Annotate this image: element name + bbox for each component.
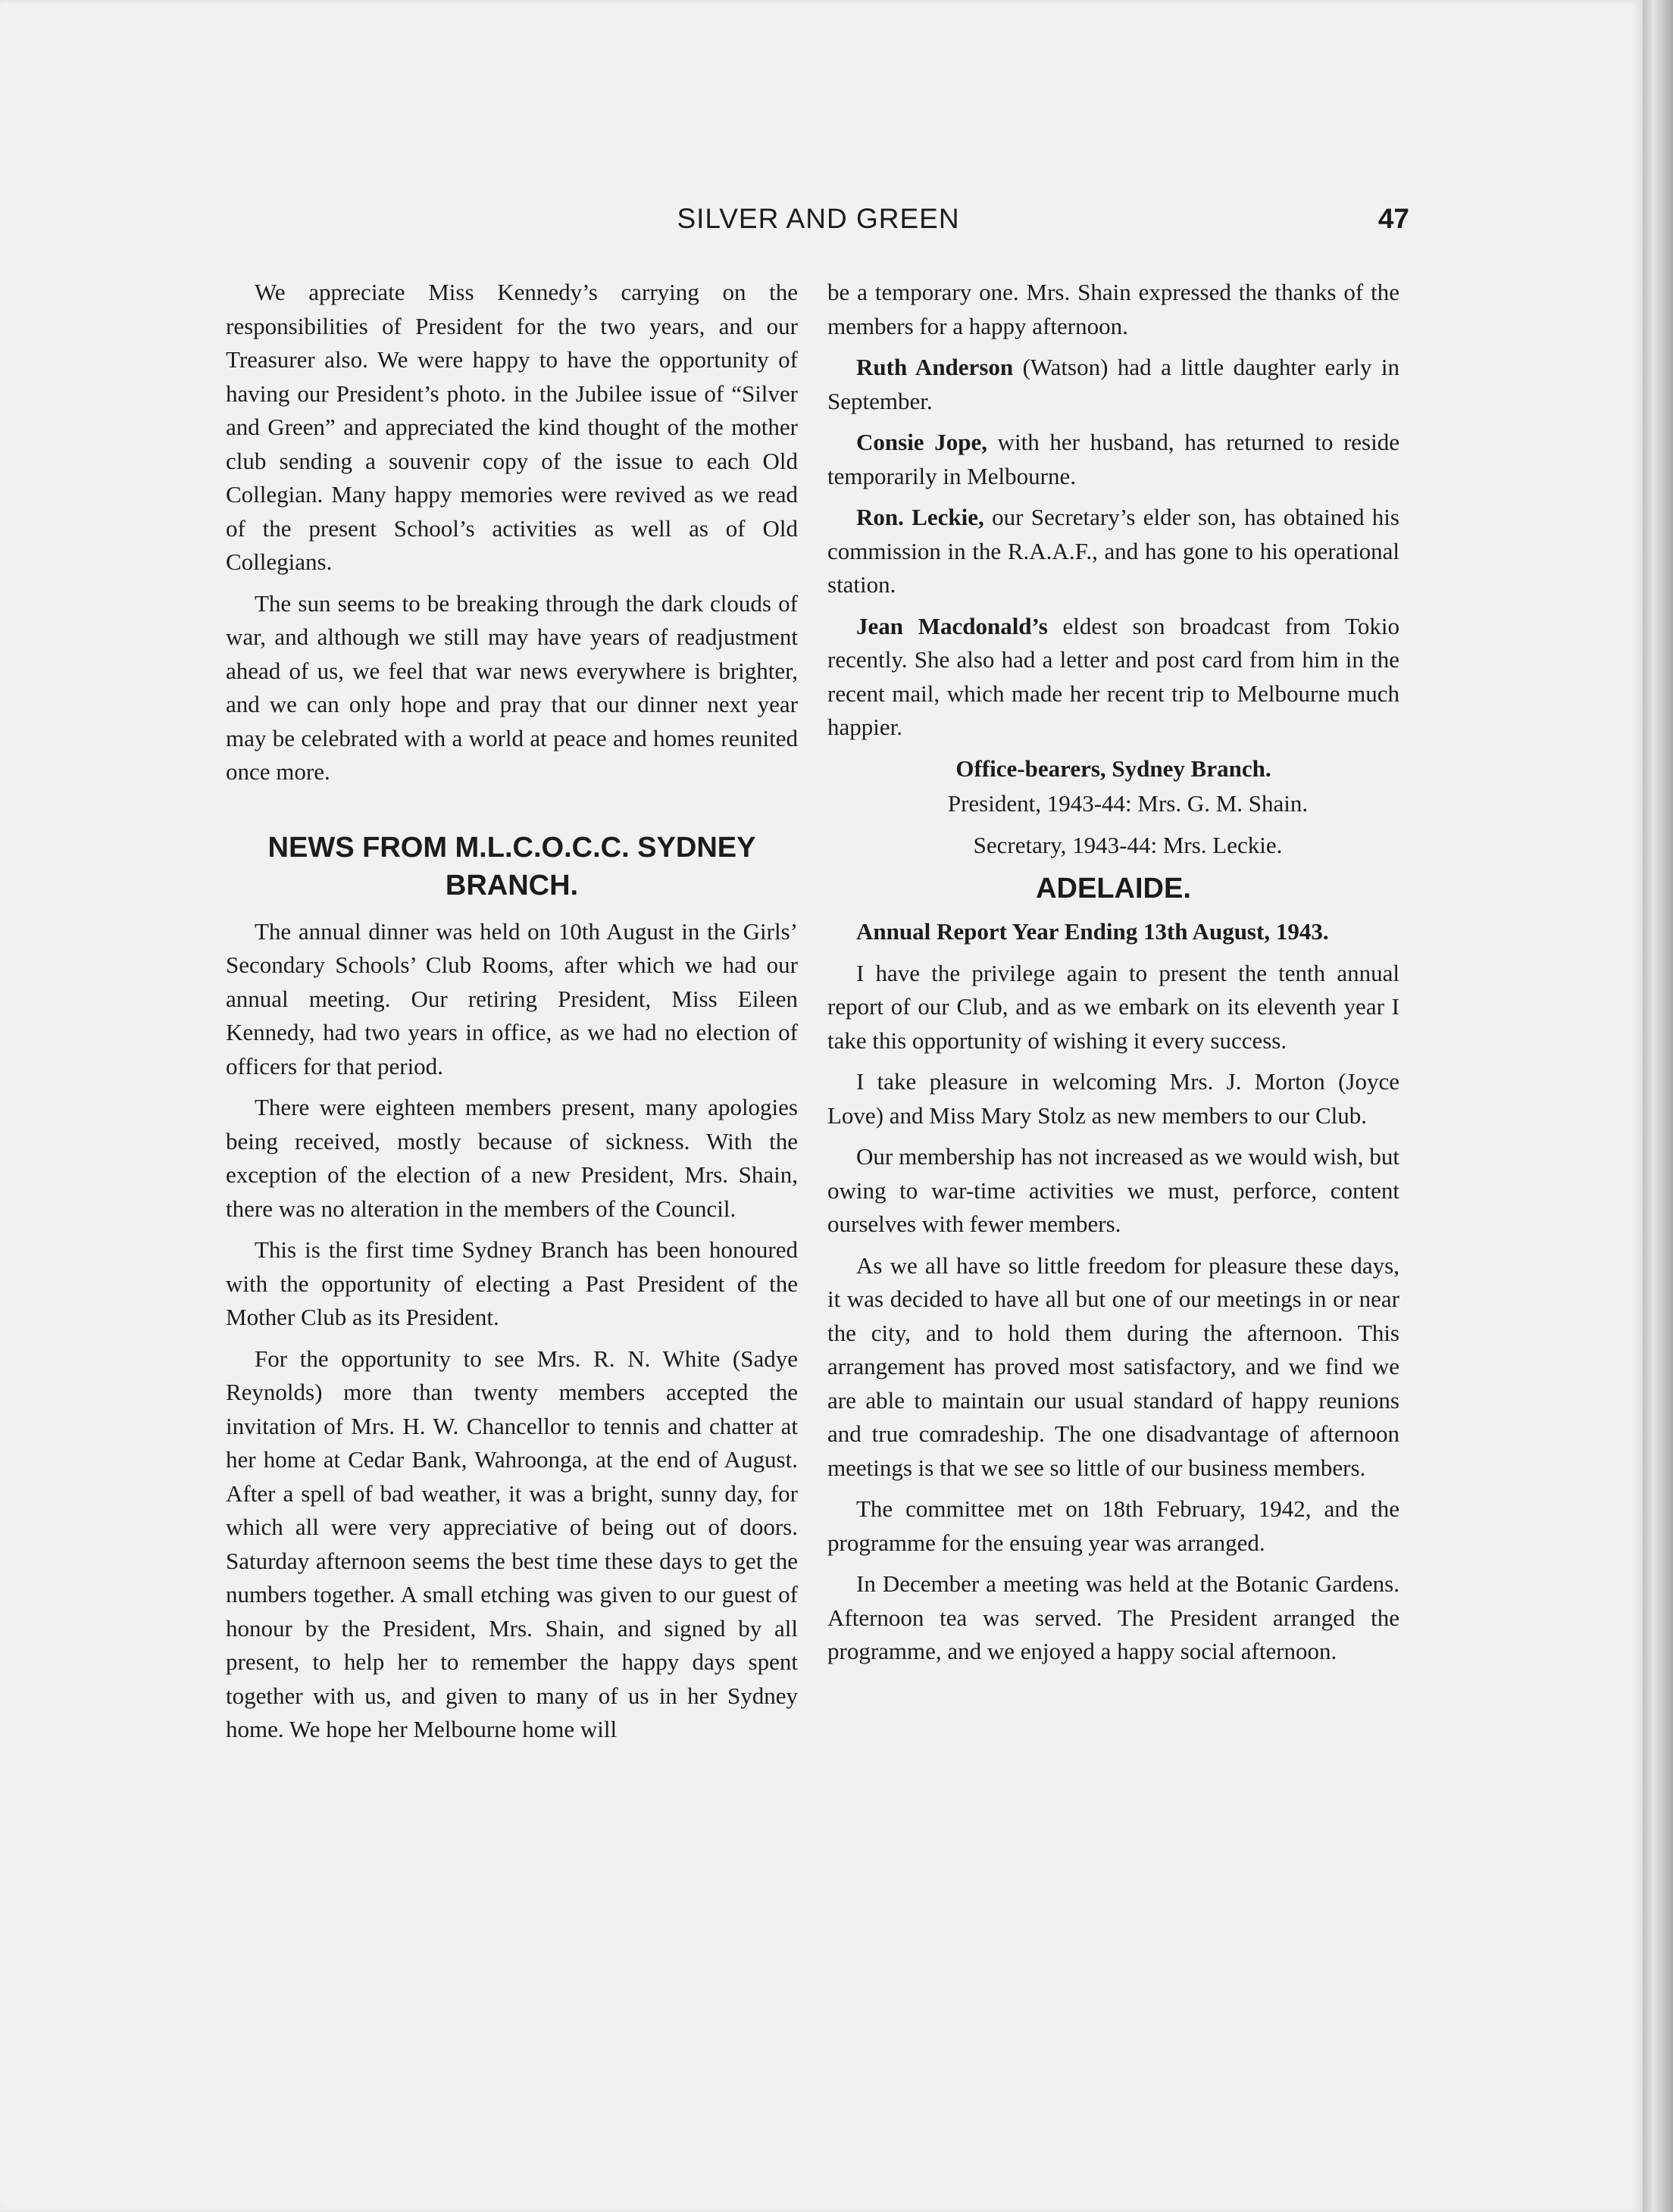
news-item-name: Consie Jope, xyxy=(856,429,987,455)
office-bearers-heading: Office-bearers, Sydney Branch. xyxy=(955,755,1271,782)
president-line: President, 1943-44: Mrs. G. M. Shain. xyxy=(947,790,1309,817)
section-heading-sydney xyxy=(226,829,798,904)
paragraph: We appreciate Miss Kennedy’s carrying on the responsibilities of President for the two years, and our Treasurer also. We were happy to have the opportunity of having our President’s photo. in the Jubilee issue of “Silver and Green” and appreciated the kind thought of the mother club sending a souvenir copy of the issue to each Old Collegian. Many happy memories were revived as we read of the present School’s activities as well as of Old Collegians. xyxy=(226,279,798,575)
news-item-name: Ruth Anderson xyxy=(856,354,1014,380)
paragraph: The committee met on 18th February, 1942, and the programme for the ensuing year was arranged. xyxy=(827,1495,1399,1556)
paragraph: For the opportunity to see Mrs. R. N. White (Sadye Reynolds) more than twenty members accepted the invitation of Mrs. H. W. Chancellor to tennis and chatter at her home at Cedar Bank, Wahroonga, at the end of August. After a spell of bad weather, it was a bright, sunny day, for which all were very appreciative of being out of doors. Saturday afternoon seems the best time these days to get the numbers together. A small etching was given to our guest of honour by the President, Mrs. Shain, and signed by all present, to help her to remember the happy days spent together with us, and given to many of us in her Sydney home. We hope her Melbourne home will xyxy=(226,1345,798,1742)
paragraph: The annual dinner was held on 10th August in the Girls’ Secondary Schools’ Club Rooms, after which we had our annual meeting. Our retiring President, Miss Eileen Kennedy, had two years in office, as we had no election of officers for that period. xyxy=(226,917,798,1079)
page-edge xyxy=(1643,0,1673,2212)
news-item-text: eldest son broadcast from Tokio recently. She also had a letter and post card from him in the recent mail, which made her recent trip to Melbourne much happier. xyxy=(827,612,1400,740)
section-heading-adelaide: ADELAIDE. xyxy=(1036,873,1191,904)
news-item-text: our Secretary’s elder son, has obtained his commission in the R.A.A.F., and has gone to his operational station. xyxy=(827,504,1399,598)
paragraph: As we all have so little freedom for pleasure these days, it was decided to have all but one of our meetings in or near the city, and to hold them during the afternoon. This arrangement has proved most satisfactory, and we find we are able to maintain our usual standard of happy reunions and true comradeship. The one disadvantage of afternoon meetings is that we see so little of our business members. xyxy=(827,1251,1399,1481)
secretary-line: Secretary, 1943-44: Mrs. Leckie. xyxy=(973,831,1283,858)
news-item xyxy=(827,501,1399,602)
heading-line: BRANCH. xyxy=(445,869,579,901)
paragraph: I have the privilege again to present the tenth annual report of our Club, and as we embark on its eleventh year I take this opportunity of wishing it every success. xyxy=(827,959,1399,1054)
news-item xyxy=(827,426,1399,493)
left-column xyxy=(226,276,798,1754)
paragraph: There were eighteen members present, many apologies being received, mostly because of sickness. With the exception of the election of a new President, Mrs. Shain, there was no alteration in the members of the Council. xyxy=(226,1094,798,1222)
news-item-text: with her husband, has returned to reside temporarily in Melbourne. xyxy=(827,429,1399,489)
page-header xyxy=(227,203,1409,245)
heading-line: NEWS FROM M.L.C.O.C.C. SYDNEY xyxy=(267,831,756,864)
paragraph: This is the first time Sydney Branch has been honoured with the opportunity of electing a Past President of the Mother Club as its President. xyxy=(226,1236,798,1330)
news-item-text: (Watson) had a little daughter early in September. xyxy=(827,354,1399,414)
news-item-name: Ron. Leckie, xyxy=(856,504,984,530)
paragraph: I take pleasure in welcoming Mrs. J. Morton (Joyce Love) and Miss Mary Stolz as new members to our Club. xyxy=(827,1068,1399,1129)
paragraph: Our membership has not increased as we would wish, but owing to war-time activities we must, perforce, content ourselves with fewer members. xyxy=(827,1143,1399,1237)
report-heading: Annual Report Year Ending 13th August, 1943. xyxy=(856,918,1329,945)
paragraph-continued: be a temporary one. Mrs. Shain expressed the thanks of the members for a happy afternoon. xyxy=(827,279,1399,339)
news-item xyxy=(827,610,1399,745)
right-column xyxy=(827,276,1399,1676)
running-title: SILVER AND GREEN xyxy=(677,203,960,234)
news-item xyxy=(827,351,1399,418)
paragraph: In December a meeting was held at the Botanic Gardens. Afternoon tea was served. The President arranged the programme, and we enjoyed a happy social afternoon. xyxy=(827,1570,1399,1664)
news-item-name: Jean Macdonald’s xyxy=(856,612,1048,639)
paragraph: The sun seems to be breaking through the dark clouds of war, and although we still may have years of readjustment ahead of us, we feel that war news everywhere is brighter, and we can only hope and pray that our dinner next year may be celebrated with a world at peace and homes reunited once more. xyxy=(226,589,798,785)
page-number: 47 xyxy=(1377,203,1409,234)
